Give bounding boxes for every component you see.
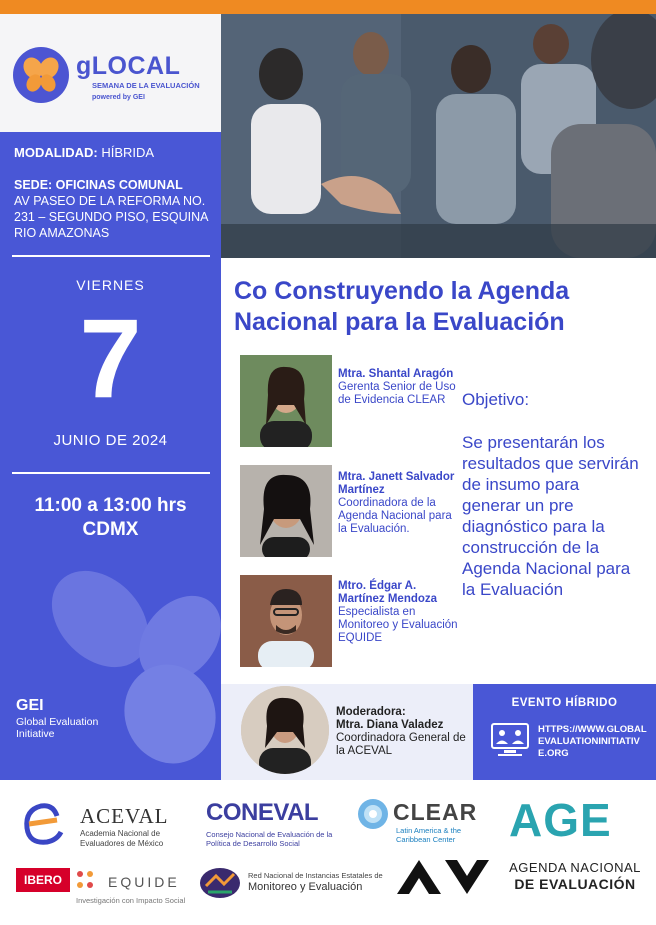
- moderator-label: Moderadora:: [336, 706, 406, 718]
- event-url-link[interactable]: HTTPS://WWW.GLOBALEVALUATIONINITIATIVE.ORG: [538, 724, 647, 759]
- day-name: VIERNES: [76, 277, 145, 293]
- speaker-photo: [240, 465, 332, 557]
- age-logo: AGE: [509, 794, 612, 846]
- speaker-card: [338, 471, 458, 536]
- coneval-subtitle: Consejo Nacional de Evaluación de la Política de Desarrollo Social: [206, 830, 333, 848]
- equide-name: EQUIDE: [108, 874, 180, 890]
- moderator-card: [336, 706, 471, 758]
- moderator-photo: [241, 686, 329, 774]
- aceval-name: ACEVAL: [80, 804, 169, 828]
- divider: [12, 472, 210, 474]
- logo-title: gLOCAL: [76, 52, 181, 80]
- speaker-name: Mtro. Édgar A. Martínez Mendoza: [338, 580, 438, 605]
- speaker-photo: [240, 575, 332, 667]
- clear-subtitle: Latin America & the Caribbean Center: [396, 826, 462, 844]
- time-range: 11:00 a 13:00 hrs: [34, 495, 187, 516]
- logo-subtitle: SEMANA DE LA EVALUACIÓN: [92, 81, 200, 90]
- speaker-role: Coordinadora de la Agenda Nacional para la Evaluación.: [338, 497, 452, 535]
- clear-name: CLEAR: [393, 799, 478, 825]
- modality-label: MODALIDAD:: [14, 145, 98, 160]
- venue-label: SEDE: OFICINAS COMUNAL: [14, 178, 183, 192]
- glocal-logo-area: [0, 14, 221, 132]
- moderator-role: Coordinadora General de la ACEVAL: [336, 732, 466, 757]
- event-title: Co Construyendo la Agenda Nacional para la Evaluación: [234, 277, 570, 336]
- top-accent-bar: [0, 0, 656, 14]
- time-zone: CDMX: [82, 519, 139, 540]
- speaker-role: Especialista en Monitoreo y Evaluación EQUIDE: [338, 606, 458, 644]
- speaker-card: [338, 368, 458, 407]
- video-call-icon: [490, 722, 530, 758]
- uam-logo-icon: [395, 858, 491, 896]
- gei-logo-mark: GEI: [16, 697, 44, 714]
- logo-powered-by: powered by GEI: [92, 94, 145, 101]
- modality-value: HÍBRIDA: [97, 145, 155, 160]
- gei-name: Global Evaluation Initiative: [16, 716, 99, 740]
- event-time: [0, 494, 221, 542]
- venue-address: AV PASEO DE LA REFORMA NO. 231 – SEGUNDO PISO, ESQUINA RIO AMAZONAS: [14, 194, 208, 240]
- modality: [14, 145, 154, 160]
- venue: [14, 177, 214, 241]
- red-nacional-name: Monitoreo y Evaluación: [248, 881, 363, 893]
- speaker-photo: [240, 355, 332, 447]
- equide-dots-icon: [74, 868, 102, 892]
- audience-photo: [221, 14, 656, 258]
- divider: [12, 255, 210, 257]
- left-info-panel: [0, 14, 221, 780]
- age-subtitle-line1: AGENDA NACIONAL: [509, 860, 641, 875]
- month-year: JUNIO DE 2024: [53, 432, 168, 449]
- ibero-logo: IBERO: [16, 868, 70, 892]
- coneval-name: CONEVAL: [206, 799, 319, 826]
- clear-logo-icon: [357, 798, 389, 830]
- hybrid-event-title: EVENTO HÍBRIDO: [511, 697, 618, 709]
- speaker-name: Mtra. Janett Salvador Martínez: [338, 471, 455, 496]
- butterfly-icon: [13, 47, 69, 103]
- speaker-role: Gerenta Senior de Uso de Evidencia CLEAR: [338, 381, 456, 406]
- age-subtitle-line2: DE EVALUACIÓN: [514, 876, 636, 892]
- equide-subtitle: Investigación con Impacto Social: [76, 896, 186, 905]
- moderator-name: Mtra. Diana Valadez: [336, 719, 444, 731]
- day-number: 7: [79, 296, 142, 421]
- aceval-subtitle: Academia Nacional de Evaluadores de México: [80, 829, 164, 848]
- aceval-logo-icon: [17, 798, 69, 850]
- speaker-name: Mtra. Shantal Aragón: [338, 368, 454, 380]
- red-nacional-logo-icon: [198, 866, 242, 900]
- speaker-card: [338, 580, 458, 645]
- objective-label: Objetivo:: [462, 390, 530, 409]
- objective-text: Se presentarán los resultados que servirán de insumo para generar un pre diagnóstico para la construcción de la Agenda Nacional para la Evaluación: [462, 433, 639, 599]
- red-nacional-subtitle: Red Nacional de Instancias Estatales de: [248, 871, 383, 880]
